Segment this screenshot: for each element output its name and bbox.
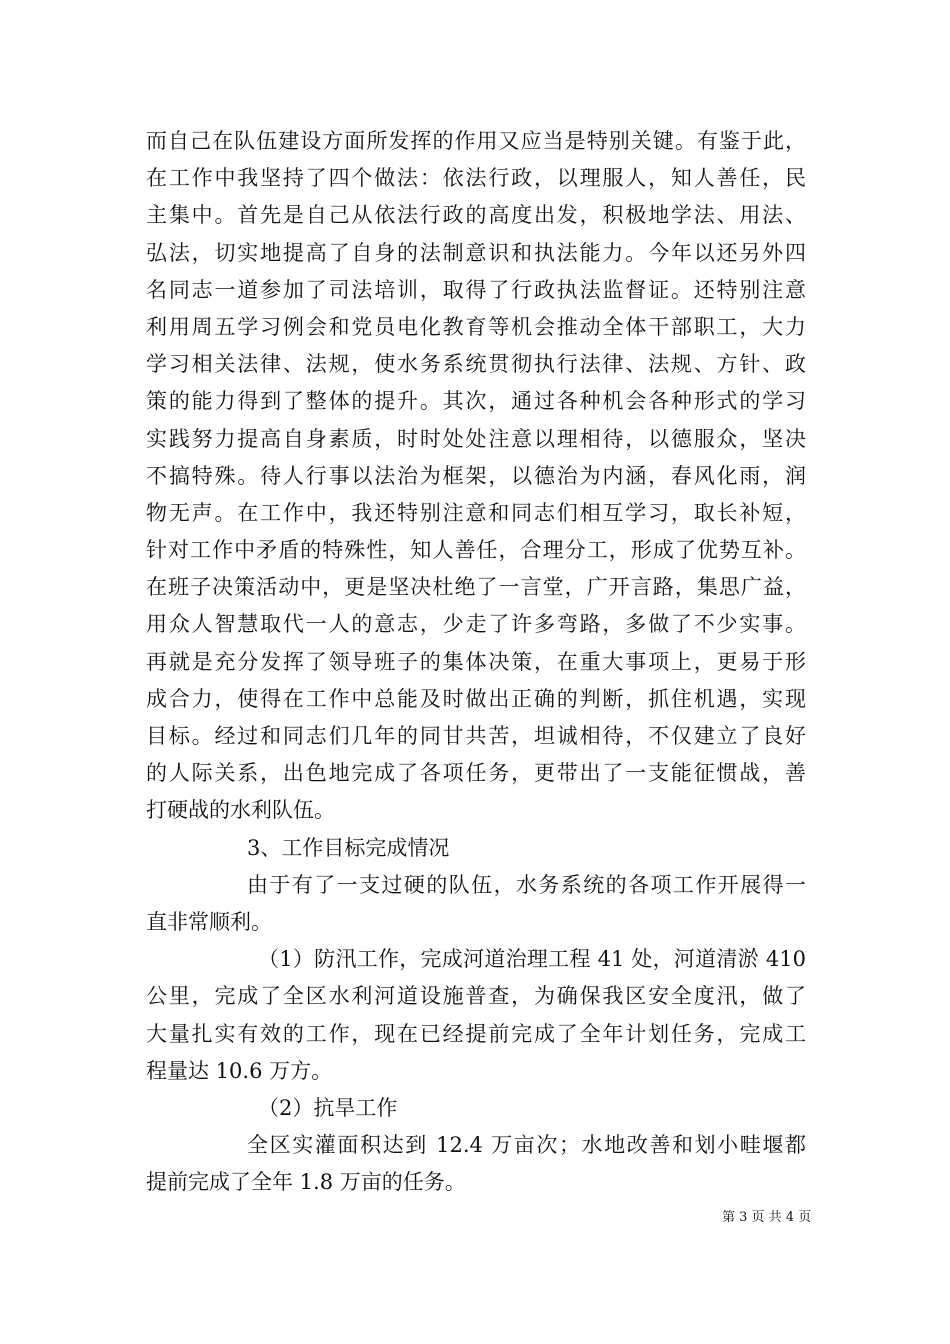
text-line: 名同志一道参加了司法培训，取得了行政执法监督证。还特别注意 xyxy=(146,277,806,302)
text-line: 再就是充分发挥了领导班子的集体决策，在重大事项上，更易于形 xyxy=(146,649,806,674)
text-line: 大量扎实有效的工作，现在已经提前完成了全年计划任务，完成工 xyxy=(146,1021,806,1046)
text-line: 由于有了一支过硬的队伍，水务系统的各项工作开展得一 xyxy=(247,872,806,897)
text-line: 利用周五学习例会和党员电化教育等机会推动全体干部职工，大力 xyxy=(146,314,806,339)
section-heading-drought: （2）抗旱工作 xyxy=(258,1095,398,1120)
text-line: 提前完成了全年 1.8 万亩的任务。 xyxy=(146,1170,466,1195)
text-line: 公里，完成了全区水利河道设施普查，为确保我区安全度汛，做了 xyxy=(146,984,806,1009)
section-heading-goals: 3、工作目标完成情况 xyxy=(247,835,450,860)
text-line: 目标。经过和同志们几年的同甘共苦，坦诚相待，不仅建立了良好 xyxy=(146,724,806,748)
text-line: 在班子决策活动中，更是坚决杜绝了一言堂，广开言路，集思广益， xyxy=(146,575,806,600)
text-line: 不搞特殊。待人行事以法治为框架，以德治为内涵，春风化雨，润 xyxy=(146,463,806,488)
text-line: 弘法，切实地提高了自身的法制意识和执法能力。今年以还另外四 xyxy=(146,240,806,265)
document-body xyxy=(146,123,806,1201)
paragraph-flood-control xyxy=(146,941,806,1090)
paragraph-drought-relief xyxy=(146,1127,806,1201)
text-line: 的人际关系，出色地完成了各项任务，更带出了一支能征惯战，善 xyxy=(146,761,806,786)
text-line: 针对工作中矛盾的特殊性，知人善任，合理分工，形成了优势互补。 xyxy=(146,538,806,563)
text-line: 主集中。首先是自己从依法行政的高度出发，积极地学法、用法、 xyxy=(146,203,806,228)
page-number-footer: 第 3 页 共 4 页 xyxy=(722,1210,812,1225)
text-line: 用众人智慧取代一人的意志，少走了许多弯路，多做了不少实事。 xyxy=(146,612,806,637)
text-line: 策的能力得到了整体的提升。其次，通过各种机会各种形式的学习 xyxy=(146,389,806,414)
text-line: 而自己在队伍建设方面所发挥的作用又应当是特别关键。有鉴于此， xyxy=(146,129,806,153)
text-line: 直非常顺利。 xyxy=(146,909,272,934)
text-line: 物无声。在工作中，我还特别注意和同志们相互学习，取长补短， xyxy=(146,500,806,525)
paragraph-goals-intro xyxy=(146,867,806,941)
text-line: 全区实灌面积达到 12.4 万亩次；水地改善和划小畦堰都 xyxy=(247,1133,806,1158)
text-line: 程量达 10.6 万方。 xyxy=(146,1058,333,1083)
text-line: 打硬战的水利队伍。 xyxy=(146,798,335,823)
paragraph-team-building xyxy=(146,123,806,830)
text-line: 学习相关法律、法规，使水务系统贯彻执行法律、法规、方针、政 xyxy=(146,352,806,377)
text-line: 在工作中我坚持了四个做法：依法行政，以理服人，知人善任，民 xyxy=(146,166,806,191)
text-line: （1）防汛工作，完成河道治理工程 41 处，河道清淤 410 xyxy=(258,947,806,972)
text-line: 实践努力提高自身素质，时时处处注意以理相待，以德服众，坚决 xyxy=(146,426,806,451)
text-line: 成合力，使得在工作中总能及时做出正确的判断，抓住机遇，实现 xyxy=(146,686,806,711)
